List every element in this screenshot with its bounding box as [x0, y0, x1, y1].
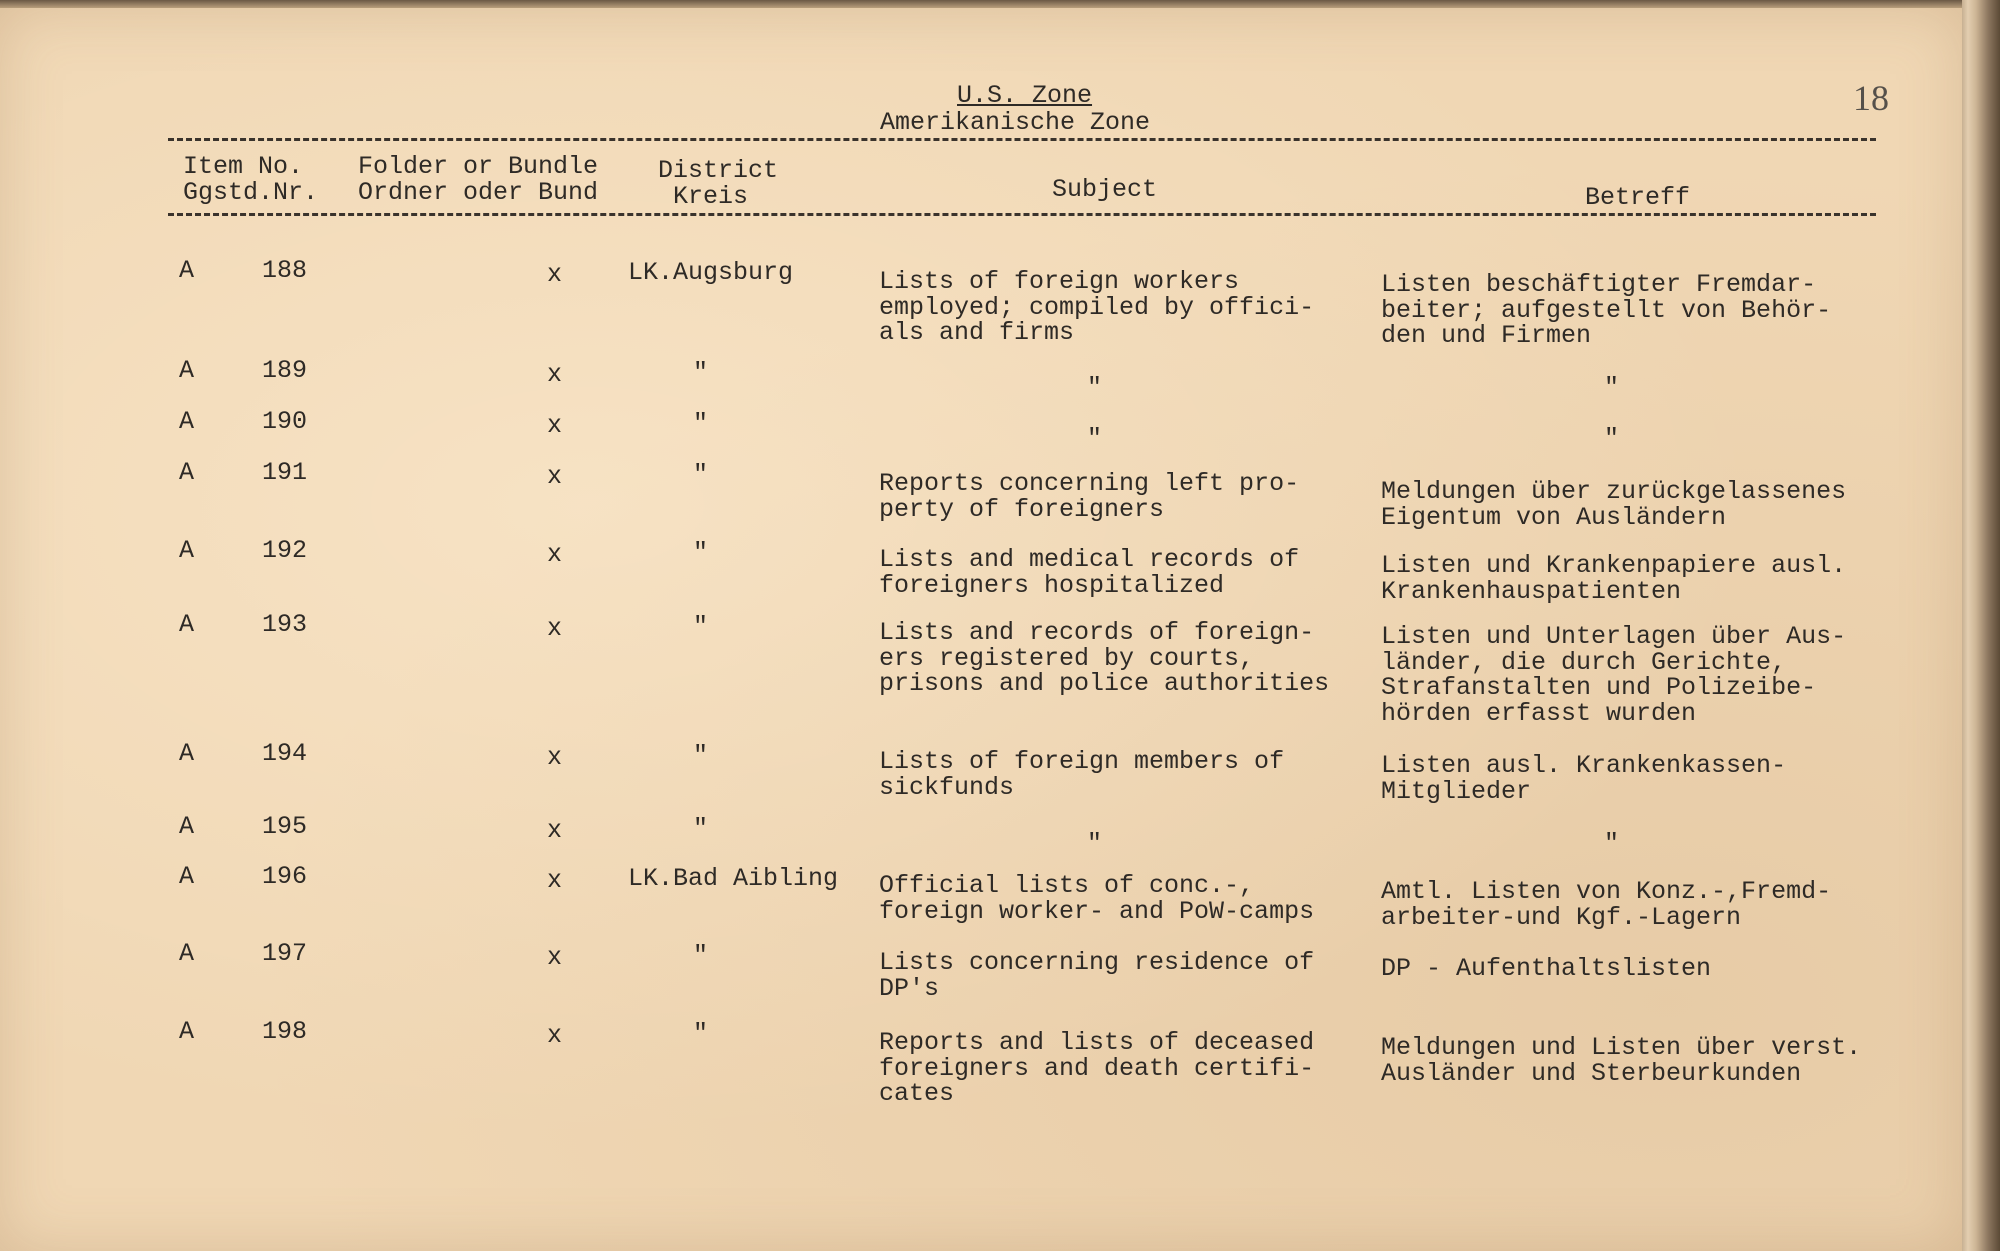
- item-series: A: [179, 939, 195, 968]
- subject-line: Lists concerning residence of: [879, 948, 1315, 977]
- betreff-line: Meldungen und Listen über verst.: [1381, 1033, 1862, 1062]
- item-series: A: [179, 536, 195, 565]
- col-district-en: District: [658, 156, 779, 185]
- page-number: 18: [1853, 78, 1889, 118]
- folder-mark: x: [547, 743, 563, 772]
- header-rule-bottom: [168, 213, 1876, 216]
- district-ditto: ": [693, 538, 709, 567]
- page-edge: [1962, 0, 2000, 1251]
- subject-line: Lists and medical records of: [879, 545, 1300, 574]
- subject-ditto: ": [1087, 424, 1103, 453]
- betreff-line: Listen und Unterlagen über Aus-: [1381, 622, 1847, 651]
- betreff-line: den und Firmen: [1381, 321, 1592, 350]
- item-number: 193: [262, 610, 308, 639]
- subject-line: employed; compiled by offici-: [879, 292, 1315, 322]
- item-number: 188: [262, 256, 308, 285]
- betreff-line: hörden erfasst wurden: [1381, 698, 1697, 728]
- subject-line: perty of foreigners: [879, 494, 1165, 524]
- item-number: 195: [262, 812, 308, 841]
- betreff-ditto: ": [1604, 373, 1620, 402]
- folder-mark: x: [547, 866, 563, 895]
- folder-mark: x: [547, 540, 563, 569]
- item-series: A: [179, 458, 195, 487]
- betreff-line: länder, die durch Gerichte,: [1381, 647, 1787, 677]
- folder-mark: x: [547, 462, 563, 491]
- folder-mark: x: [547, 411, 563, 440]
- subject-line: Reports and lists of deceased: [879, 1028, 1315, 1057]
- zone-title-en: U.S. Zone: [957, 81, 1093, 110]
- item-number: 196: [262, 862, 308, 891]
- betreff-line: Listen und Krankenpapiere ausl.: [1381, 551, 1847, 580]
- betreff-line: Strafanstalten und Polizeibe-: [1381, 673, 1817, 702]
- item-series: A: [179, 739, 195, 768]
- folder-mark: x: [547, 614, 563, 643]
- item-number: 190: [262, 407, 308, 436]
- district-ditto: ": [693, 814, 709, 843]
- subject-line: prisons and police authorities: [879, 669, 1330, 698]
- folder-mark: x: [547, 260, 563, 289]
- subject-line: foreigners and death certifi-: [879, 1053, 1315, 1083]
- subject-line: Official lists of conc.-,: [879, 871, 1255, 900]
- scan-top-edge: [0, 0, 1962, 8]
- subject-ditto: ": [1087, 373, 1103, 402]
- betreff-line: Mitglieder: [1381, 776, 1532, 806]
- subject-line: Lists of foreign members of: [879, 747, 1285, 776]
- district-ditto: ": [693, 741, 709, 770]
- betreff-line: Listen ausl. Krankenkassen-: [1381, 751, 1787, 780]
- betreff-line: Eigentum von Ausländern: [1381, 502, 1727, 532]
- betreff-line: Listen beschäftigter Fremdar-: [1381, 270, 1817, 299]
- item-series: A: [179, 610, 195, 639]
- item-series: A: [179, 862, 195, 891]
- zone-title-de: Amerikanische Zone: [880, 108, 1151, 137]
- subject-line: Lists and records of foreign-: [879, 618, 1315, 647]
- col-folder-en: Folder or Bundle: [358, 152, 599, 181]
- subject-line: ers registered by courts,: [879, 643, 1255, 673]
- betreff-line: beiter; aufgestellt von Behör-: [1381, 295, 1832, 325]
- col-district-de: Kreis: [673, 182, 749, 211]
- item-number: 197: [262, 939, 308, 968]
- betreff-line: Meldungen über zurückgelassenes: [1381, 477, 1847, 506]
- col-subject: Subject: [1052, 175, 1158, 204]
- subject-line: als and firms: [879, 318, 1075, 347]
- subject-line: cates: [879, 1079, 955, 1108]
- item-number: 192: [262, 536, 308, 565]
- subject-line: sickfunds: [879, 772, 1015, 802]
- item-series: A: [179, 407, 195, 436]
- betreff-ditto: ": [1604, 829, 1620, 858]
- folder-mark: x: [547, 816, 563, 845]
- district-ditto: ": [693, 409, 709, 438]
- betreff-line: DP - Aufenthaltslisten: [1381, 954, 1712, 983]
- subject-line: Lists of foreign workers: [879, 267, 1240, 296]
- item-number: 194: [262, 739, 308, 768]
- subject-line: DP's: [879, 973, 940, 1003]
- betreff-line: arbeiter-und Kgf.-Lagern: [1381, 902, 1742, 932]
- col-betreff: Betreff: [1585, 183, 1691, 212]
- item-number: 189: [262, 356, 308, 385]
- item-series: A: [179, 356, 195, 385]
- col-item-no-en: Item No.: [183, 152, 304, 181]
- betreff-ditto: ": [1604, 424, 1620, 453]
- betreff-line: Ausländer und Sterbeurkunden: [1381, 1058, 1802, 1088]
- district-ditto: ": [693, 358, 709, 387]
- col-folder-de: Ordner oder Bund: [358, 178, 599, 207]
- folder-mark: x: [547, 943, 563, 972]
- item-number: 191: [262, 458, 308, 487]
- item-series: A: [179, 1017, 195, 1046]
- district-ditto: ": [693, 460, 709, 489]
- district-name: LK.Augsburg: [628, 258, 794, 287]
- col-item-no-de: Ggstd.Nr.: [183, 178, 319, 207]
- betreff-line: Amtl. Listen von Konz.-,Fremd-: [1381, 877, 1832, 906]
- subject-line: foreigners hospitalized: [879, 570, 1225, 600]
- subject-line: Reports concerning left pro-: [879, 469, 1300, 498]
- district-ditto: ": [693, 612, 709, 641]
- district-ditto: ": [693, 941, 709, 970]
- header-rule-top: [168, 138, 1876, 141]
- folder-mark: x: [547, 1021, 563, 1050]
- subject-line: foreign worker- and PoW-camps: [879, 896, 1315, 926]
- subject-ditto: ": [1087, 829, 1103, 858]
- item-series: A: [179, 812, 195, 841]
- document-page: [0, 8, 1962, 1251]
- item-number: 198: [262, 1017, 308, 1046]
- district-name: LK.Bad Aibling: [628, 864, 839, 893]
- betreff-line: Krankenhauspatienten: [1381, 576, 1682, 606]
- district-ditto: ": [693, 1019, 709, 1048]
- item-series: A: [179, 256, 195, 285]
- folder-mark: x: [547, 360, 563, 389]
